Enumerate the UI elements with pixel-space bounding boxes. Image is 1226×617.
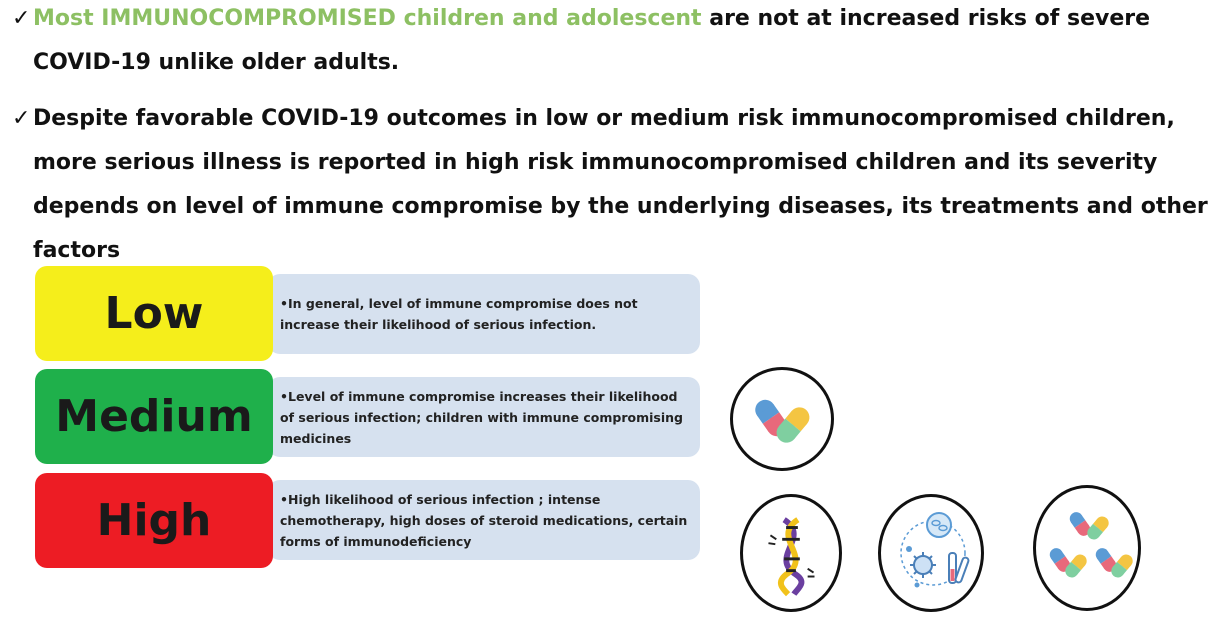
bullet-2-text: Despite favorable COVID-19 outcomes in low or medium risk immunocompromised children, more serious illness is reported in high risk immunocompromised children and its severity depends on level of immune compromise by the underlying diseases, its treatments and other factors: [33, 106, 1208, 263]
bullet-1-rest: are not at increased risks of severe COVID-19 unlike older adults.: [33, 6, 1151, 75]
bullet-1-text: [33, 0, 1222, 85]
level-medium-description-text: •Level of immune compromise increases their likelihood of serious infection; children with immune compromising medicines: [280, 388, 683, 446]
multiple-pills-icon: [1033, 485, 1141, 611]
level-medium-description: [268, 377, 700, 457]
bullet-1: [12, 0, 1222, 85]
level-high-description-text: •High likelihood of serious infection ; intense chemotherapy, high doses of steroid medications, certain forms of immunodeficiency: [280, 491, 688, 549]
level-low-description: [268, 274, 700, 354]
bullet-1-highlight: Most IMMUNOCOMPROMISED children and adolescent: [33, 6, 702, 31]
level-high-description: [268, 480, 700, 560]
level-low-box: Low: [35, 266, 273, 361]
level-medium-box: Medium: [35, 369, 273, 464]
level-high-box: High: [35, 473, 273, 568]
checkmark-icon: ✓: [12, 6, 31, 31]
dna-icon: [740, 494, 842, 612]
virus-lab-icon: [878, 494, 984, 612]
pills-icon: [730, 367, 834, 471]
bullet-2: [12, 97, 1226, 273]
level-low-description-text: •In general, level of immune compromise does not increase their likelihood of serious infection.: [280, 296, 638, 332]
checkmark-icon: ✓: [12, 106, 31, 131]
